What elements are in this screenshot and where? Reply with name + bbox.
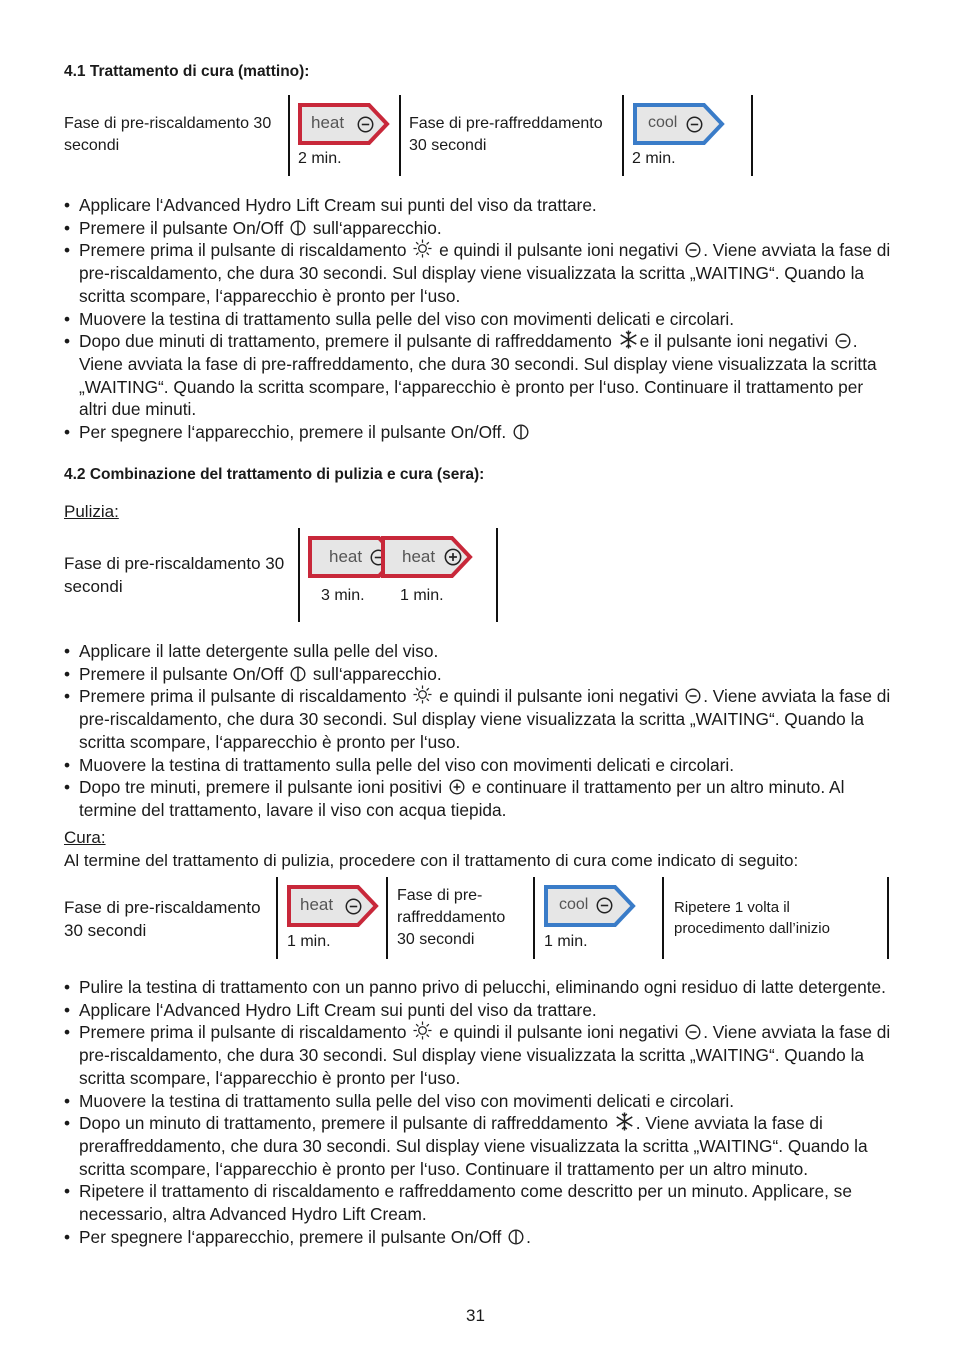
heat-sun-icon	[413, 239, 432, 258]
power-icon	[508, 1229, 524, 1245]
pre-cool-label: Fase di pre-raffreddamento 30 secondi	[409, 115, 603, 154]
pre-heat-label: Fase di pre-riscaldamento 30 secondi	[64, 554, 285, 596]
minus-icon	[345, 898, 362, 915]
pre-heat-label: Fase di pre-riscaldamento 30 secondi	[64, 898, 261, 940]
cool-badge	[543, 884, 637, 928]
divider	[298, 528, 300, 622]
divider	[496, 528, 498, 622]
power-icon	[290, 220, 306, 236]
divider	[288, 95, 290, 176]
instructions-list-cleansing	[64, 640, 894, 822]
plus-icon	[444, 548, 462, 566]
pulizia-label: Pulizia:	[64, 502, 119, 521]
list-item: • Applicare il latte detergente sulla pelle del viso.	[64, 640, 894, 663]
minus-icon	[685, 242, 701, 258]
divider	[276, 877, 278, 959]
list-item: • Dopo tre minuti, premere il pulsante ioni positivi e continuare il trattamento per un altro minuto. Al termine del trattamento, lavare il viso con acqua tiepida.	[64, 776, 894, 821]
cura-label: Cura:	[64, 828, 106, 847]
list-item: • Premere prima il pulsante di riscaldamento e quindi il pulsante ioni negativi . Viene avviata la fase di pre-riscaldamento, che dura 30 secondi. Sul display viene visualizzata la scritta „WAITING“. Quando la scritta scompare, l‘apparecchio è pronto per l‘uso.	[64, 685, 894, 753]
heat-sun-icon	[413, 1021, 432, 1040]
list-item: • Applicare l‘Advanced Hydro Lift Cream sui punti del viso da trattare.	[64, 194, 894, 217]
divider	[887, 877, 889, 959]
pre-cool-label: Fase di pre-raffreddamento 30 secondi	[397, 887, 506, 948]
power-icon	[513, 424, 529, 440]
heat-badge-label: heat	[311, 113, 345, 132]
divider	[622, 95, 624, 176]
pre-heat-label: Fase di pre-riscaldamento 30 secondi	[64, 115, 272, 154]
heat-badge-label: heat	[329, 547, 363, 566]
list-item: • Applicare l‘Advanced Hydro Lift Cream sui punti del viso da trattare.	[64, 999, 894, 1022]
page-number: 31	[466, 1306, 485, 1325]
cool-duration: 1 min.	[544, 933, 588, 950]
heat-badge-label: heat	[402, 547, 436, 566]
list-item: • Premere il pulsante On/Off sull‘apparecchio.	[64, 217, 894, 240]
heat-badge	[297, 102, 391, 146]
snowflake-icon	[615, 1112, 634, 1131]
list-item: • Muovere la testina di trattamento sulla pelle del viso con movimenti delicati e circolari.	[64, 754, 894, 777]
list-item: • Ripetere il trattamento di riscaldamento e raffreddamento come descritto per un minuto. Applicare, se necessario, altra Advanced Hydro Lift Cream.	[64, 1180, 894, 1225]
list-item: • Per spegnere l‘apparecchio, premere il pulsante On/Off.	[64, 421, 894, 444]
list-item: • Per spegnere l‘apparecchio, premere il pulsante On/Off .	[64, 1226, 894, 1249]
divider	[399, 95, 401, 176]
instructions-list-care	[64, 976, 894, 1248]
plus-icon	[449, 779, 465, 795]
power-icon	[290, 666, 306, 682]
cool-duration: 2 min.	[632, 150, 676, 167]
minus-icon	[686, 116, 703, 133]
list-item: • Dopo un minuto di trattamento, premere il pulsante di raffreddamento . Viene avviata la fase di preraffreddamento, che dura 30 secondi. Sul display viene visualizzata la scritta „WAITING“. Quando la scritta scompare, l‘apparecchio è pronto per l‘uso. Continuare il trattamento per un altro minuto.	[64, 1112, 894, 1180]
divider	[386, 877, 388, 959]
cool-badge	[632, 102, 726, 146]
minus-icon	[835, 333, 851, 349]
heat-badge-label: heat	[300, 895, 334, 914]
minus-icon	[357, 116, 374, 133]
heat-duration: 2 min.	[298, 150, 342, 167]
instructions-list-morning	[64, 194, 894, 444]
duration-2: 1 min.	[400, 587, 444, 604]
list-item: • Dopo due minuti di trattamento, premere il pulsante di raffreddamento e il pulsante ioni negativi . Viene avviata la fase di pre-raffreddamento, che dura 30 secondi. Sul display viene visualizzata la scritta „WAITING“. Quando la scritta scompare, l‘apparecchio è pronto per l‘uso. Continuare il trattamento per altri due minuti.	[64, 330, 894, 421]
minus-icon	[685, 688, 701, 704]
list-item: • Muovere la testina di trattamento sulla pelle del viso con movimenti delicati e circolari.	[64, 308, 894, 331]
divider	[662, 877, 664, 959]
divider	[533, 877, 535, 959]
cool-badge-label: cool	[559, 896, 589, 913]
list-item: • Premere il pulsante On/Off sull‘apparecchio.	[64, 663, 894, 686]
list-item: • Premere prima il pulsante di riscaldamento e quindi il pulsante ioni negativi . Viene avviata la fase di pre-riscaldamento, che dura 30 secondi. Sul display viene visualizzata la scritta „WAITING“. Quando la scritta scompare, l‘apparecchio è pronto per l‘uso.	[64, 239, 894, 307]
snowflake-icon	[619, 330, 638, 349]
duration-1: 3 min.	[321, 587, 365, 604]
divider	[751, 95, 753, 176]
cura-intro: Al termine del trattamento di pulizia, procedere con il trattamento di cura come indicato di seguito:	[64, 851, 799, 870]
list-item: • Muovere la testina di trattamento sulla pelle del viso con movimenti delicati e circolari.	[64, 1090, 894, 1113]
heat-duration: 1 min.	[287, 933, 331, 950]
heat-sun-icon	[413, 685, 432, 704]
repeat-note: Ripetere 1 volta il procedimento dall’inizio	[674, 899, 830, 937]
heat-badge	[286, 884, 380, 928]
section-4-1-heading: 4.1 Trattamento di cura (mattino):	[64, 63, 310, 80]
section-4-2-heading: 4.2 Combinazione del trattamento di pulizia e cura (sera):	[64, 466, 485, 483]
minus-icon	[685, 1024, 701, 1040]
cool-badge-label: cool	[648, 114, 678, 131]
heat-badge-positive	[380, 535, 474, 579]
list-item: • Pulire la testina di trattamento con un panno privo di pelucchi, eliminando ogni residuo di latte detergente.	[64, 976, 894, 999]
list-item: • Premere prima il pulsante di riscaldamento e quindi il pulsante ioni negativi . Viene avviata la fase di pre-riscaldamento, che dura 30 secondi. Sul display viene visualizzata la scritta „WAITING“. Quando la scritta scompare, l‘apparecchio è pronto per l‘uso.	[64, 1021, 894, 1089]
minus-icon	[596, 897, 613, 914]
